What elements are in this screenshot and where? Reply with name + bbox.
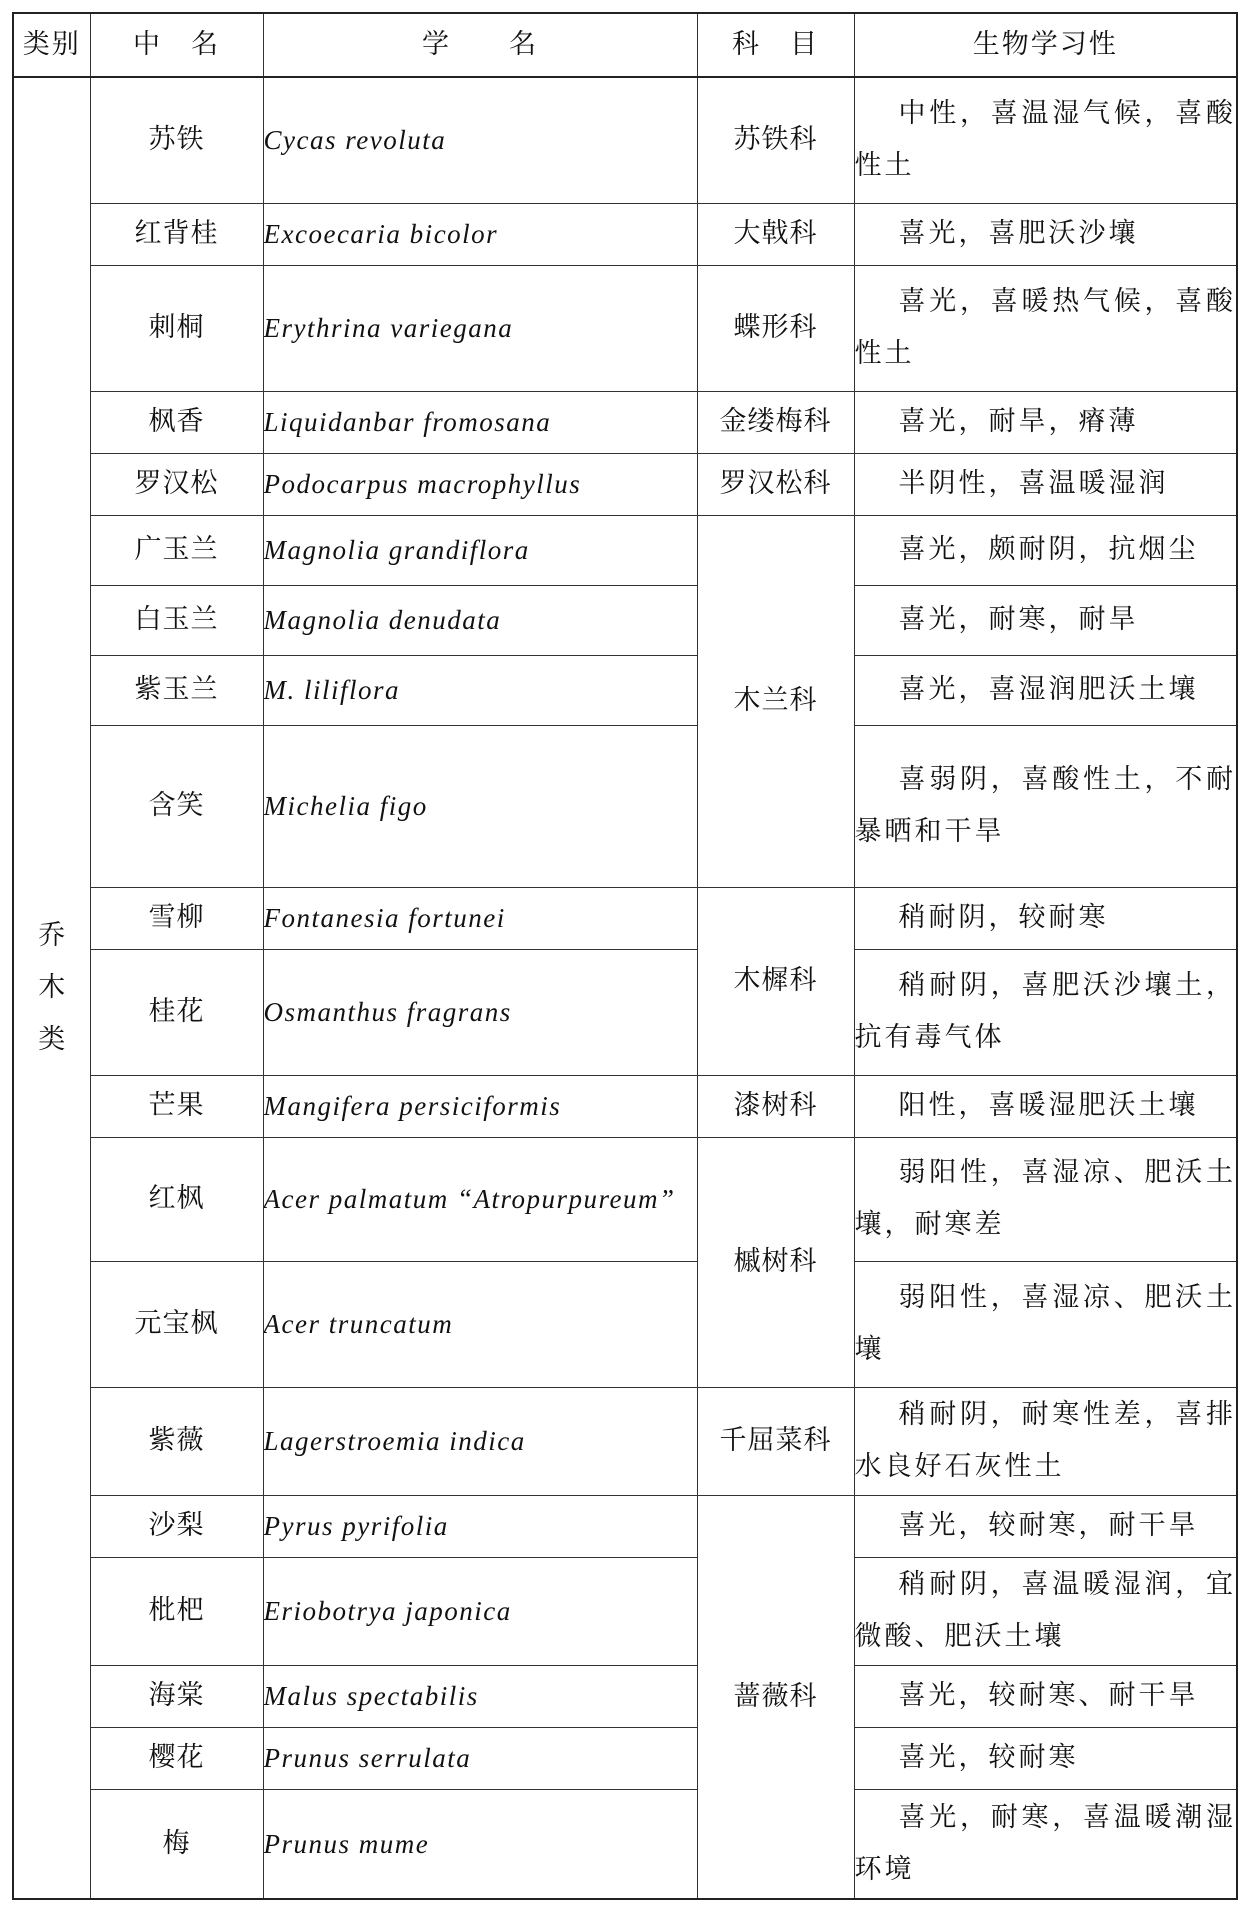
chinese-name-cell: 梅 [90, 1789, 263, 1899]
scientific-name-cell: Fontanesia fortunei [263, 887, 697, 949]
family-cell: 千屈菜科 [697, 1387, 854, 1495]
habit-cell: 喜弱阴，喜酸性土，不耐暴晒和干旱 [854, 725, 1237, 887]
chinese-name-cell: 紫玉兰 [90, 655, 263, 725]
scientific-name-cell: Liquidanbar fromosana [263, 391, 697, 453]
chinese-name-cell: 樱花 [90, 1727, 263, 1789]
chinese-name-cell: 红背桂 [90, 203, 263, 265]
table-row [13, 655, 1237, 725]
table-row [13, 265, 1237, 391]
table-row [13, 1495, 1237, 1557]
chinese-name-cell: 枫香 [90, 391, 263, 453]
scientific-name-cell: Acer truncatum [263, 1261, 697, 1387]
scientific-name-cell: Podocarpus macrophyllus [263, 453, 697, 515]
habit-cell: 喜光，喜暖热气候，喜酸性土 [854, 265, 1237, 391]
family-cell: 木樨科 [697, 887, 854, 1075]
header-biological-habit: 生物学习性 [854, 13, 1237, 77]
scientific-name-cell: Michelia figo [263, 725, 697, 887]
category-cell [13, 77, 90, 1899]
table-row [13, 1261, 1237, 1387]
category-label: 乔木类 [38, 920, 66, 1055]
scientific-name-cell: Malus spectabilis [263, 1665, 697, 1727]
table-header-row [13, 13, 1237, 77]
table-row [13, 1727, 1237, 1789]
header-chinese-name: 中 名 [90, 13, 263, 77]
table-row [13, 725, 1237, 887]
habit-cell: 稍耐阴，喜温暖湿润，宜微酸、肥沃土壤 [854, 1557, 1237, 1665]
family-cell: 蔷薇科 [697, 1495, 854, 1899]
scientific-name-cell: M. liliflora [263, 655, 697, 725]
chinese-name-cell: 桂花 [90, 949, 263, 1075]
document-page [12, 12, 1236, 1900]
header-category: 类别 [13, 13, 90, 77]
table-row [13, 1387, 1237, 1495]
header-scientific-name: 学 名 [263, 13, 697, 77]
table-row [13, 887, 1237, 949]
habit-cell: 稍耐阴，较耐寒 [854, 887, 1237, 949]
habit-cell: 喜光，耐寒，喜温暖潮湿环境 [854, 1789, 1237, 1899]
habit-cell: 喜光，颇耐阴，抗烟尘 [854, 515, 1237, 585]
habit-cell: 稍耐阴，耐寒性差，喜排水良好石灰性土 [854, 1387, 1237, 1495]
table-row [13, 77, 1237, 203]
habit-cell: 喜光，较耐寒，耐干旱 [854, 1495, 1237, 1557]
scientific-name-cell: Prunus serrulata [263, 1727, 697, 1789]
table-row [13, 1789, 1237, 1899]
family-cell: 木兰科 [697, 515, 854, 887]
family-cell: 苏铁科 [697, 77, 854, 203]
table-row [13, 1075, 1237, 1137]
habit-cell: 喜光，喜湿润肥沃土壤 [854, 655, 1237, 725]
family-cell: 金缕梅科 [697, 391, 854, 453]
header-family: 科 目 [697, 13, 854, 77]
scientific-name-cell: Osmanthus fragrans [263, 949, 697, 1075]
habit-cell: 喜光，耐寒，耐旱 [854, 585, 1237, 655]
chinese-name-cell: 紫薇 [90, 1387, 263, 1495]
table-row [13, 203, 1237, 265]
plant-table [12, 12, 1238, 1900]
family-cell: 罗汉松科 [697, 453, 854, 515]
family-cell: 槭树科 [697, 1137, 854, 1387]
table-row [13, 1557, 1237, 1665]
chinese-name-cell: 雪柳 [90, 887, 263, 949]
scientific-name-cell: Prunus mume [263, 1789, 697, 1899]
chinese-name-cell: 红枫 [90, 1137, 263, 1261]
chinese-name-cell: 苏铁 [90, 77, 263, 203]
table-row [13, 453, 1237, 515]
chinese-name-cell: 海棠 [90, 1665, 263, 1727]
habit-cell: 弱阳性，喜湿凉、肥沃土壤 [854, 1261, 1237, 1387]
chinese-name-cell: 广玉兰 [90, 515, 263, 585]
chinese-name-cell: 刺桐 [90, 265, 263, 391]
habit-cell: 喜光，较耐寒 [854, 1727, 1237, 1789]
table-row [13, 1665, 1237, 1727]
table-row [13, 391, 1237, 453]
habit-cell: 喜光，较耐寒、耐干旱 [854, 1665, 1237, 1727]
scientific-name-cell: Cycas revoluta [263, 77, 697, 203]
table-row [13, 515, 1237, 585]
scientific-name-cell: Magnolia grandiflora [263, 515, 697, 585]
family-cell: 大戟科 [697, 203, 854, 265]
scientific-name-cell: Pyrus pyrifolia [263, 1495, 697, 1557]
habit-cell: 半阴性，喜温暖湿润 [854, 453, 1237, 515]
chinese-name-cell: 沙梨 [90, 1495, 263, 1557]
table-row [13, 949, 1237, 1075]
habit-cell: 中性，喜温湿气候，喜酸性土 [854, 77, 1237, 203]
habit-cell: 弱阳性，喜湿凉、肥沃土壤，耐寒差 [854, 1137, 1237, 1261]
chinese-name-cell: 含笑 [90, 725, 263, 887]
habit-cell: 稍耐阴，喜肥沃沙壤土，抗有毒气体 [854, 949, 1237, 1075]
scientific-name-cell: Magnolia denudata [263, 585, 697, 655]
chinese-name-cell: 元宝枫 [90, 1261, 263, 1387]
table-row [13, 585, 1237, 655]
chinese-name-cell: 枇杷 [90, 1557, 263, 1665]
scientific-name-cell: Mangifera persiciformis [263, 1075, 697, 1137]
scientific-name-cell: Eriobotrya japonica [263, 1557, 697, 1665]
table-row [13, 1137, 1237, 1261]
scientific-name-cell: Lagerstroemia indica [263, 1387, 697, 1495]
family-cell: 蝶形科 [697, 265, 854, 391]
habit-cell: 喜光，喜肥沃沙壤 [854, 203, 1237, 265]
family-cell: 漆树科 [697, 1075, 854, 1137]
habit-cell: 阳性，喜暖湿肥沃土壤 [854, 1075, 1237, 1137]
scientific-name-cell: Erythrina variegana [263, 265, 697, 391]
scientific-name-cell: Acer palmatum “Atropurpureum” [263, 1137, 697, 1261]
chinese-name-cell: 罗汉松 [90, 453, 263, 515]
habit-cell: 喜光，耐旱，瘠薄 [854, 391, 1237, 453]
chinese-name-cell: 芒果 [90, 1075, 263, 1137]
scientific-name-cell: Excoecaria bicolor [263, 203, 697, 265]
chinese-name-cell: 白玉兰 [90, 585, 263, 655]
